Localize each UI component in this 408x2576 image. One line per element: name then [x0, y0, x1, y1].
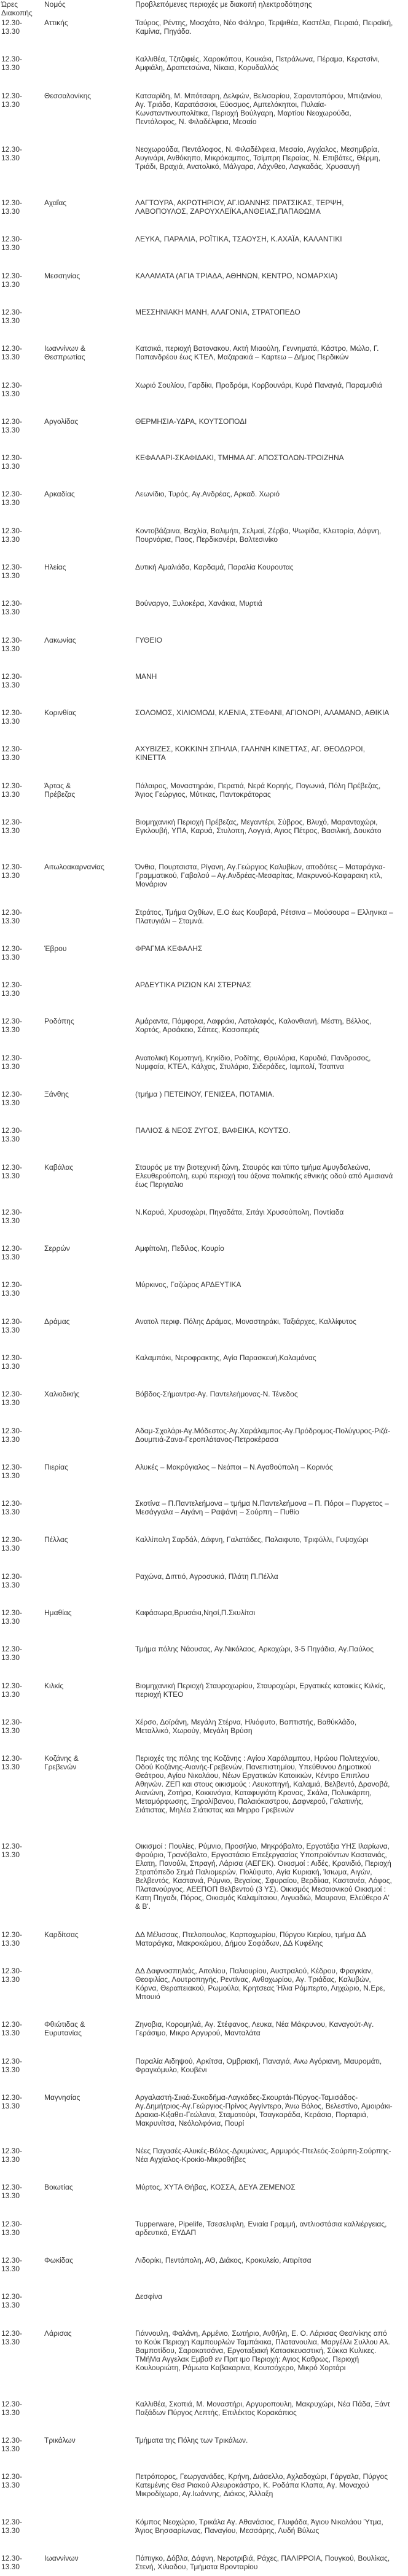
- affected-areas: Τμήμα πόλης Νάουσας, Αγ.Νικόλαος, Αρκοχώρι, 3-5 Πηγάδια, Αγ.Παύλος: [135, 1645, 374, 1653]
- outage-time: 12.30- 13.30: [1, 344, 23, 361]
- region-name: Φθιώτιδας & Ευρυτανίας: [44, 2020, 85, 2037]
- outage-time: 12.30- 13.30: [1, 636, 23, 653]
- affected-areas: Περιοχές της πόλης της Κοζάνης : Αγίου Χαράλαμπου, Ηρώου Πολιτεχνίου, Οδού Κοζάνης-Αιανής-Γρεβενών, Πανεπιστημίου, Υπεύθυνου Δημοτικού Θεάτρου, Αγίου Νικολάου, Νέων Εργατικών Κατοικιών, Κέντρο Επιπλου Αθηνών. ΖΕΠ και στους οικισμούς : Λευκοπηγή, Καλαμιά, Βελβεντό, Δρανοβά, Αιανώνη, Ζοτήρα, Κοκκινόγια, Καταφυγιότη Κρανας, Σκάλα, Πολυκάρπη, Μεταμόρφωσης, Ξηρολίβανου, Παλαιόκαστρου, Δαφνερού, Γαλατινής, Σιάτιστας, Μηλέα Σιάτιστας και Μηρρο Γρεβενών: [135, 1754, 390, 1814]
- region-name: Καρδίτσας: [44, 1930, 79, 1939]
- table-header: [0, 0, 408, 16]
- affected-areas: (τμήμα ) ΠΕΤΕΙΝΟΥ, ΓΕΝΙΣΕΑ, ΠΟΤΑΜΙΑ.: [135, 1090, 275, 1098]
- outage-time: 12.30- 13.30: [1, 2436, 23, 2453]
- outage-time: 12.30- 13.30: [1, 1754, 23, 1771]
- affected-areas: Σταυρός με την βιοτεχνική ζώνη, Σταυρός και τύπο τμήμα Αμυγδαλεώνα, Ελευθερούπολη, ευρύ περιοχή του άξονα πολιτικής εθνικής οδού από Αμισιανά έως Περιγιαλιο: [135, 1163, 393, 1189]
- outage-time: 12.30- 13.30: [1, 1499, 23, 1516]
- affected-areas: Στράτος, Τμήμα Οχθίων, Ε.Ο έως Κουβαρά, Ρέτσινα – Μούσουρα – Ελληνικα – Πλατυγιάλι – Σταμνά.: [135, 908, 393, 925]
- outage-time: 12.30- 13.30: [1, 1054, 23, 1071]
- affected-areas: Πάπιγκο, Δόβλα, Δάφνη, Νεροτριβιά, Ράχες, ΠΑΛΙΡΡΟΙΑ, Πουγκού, Βουλίκας, Στενή, Χιλιαδου, Τμήματα Βρονταρίου: [135, 2554, 390, 2571]
- outage-time: 12.30- 13.30: [1, 863, 23, 880]
- affected-areas: ΣΟΛΟΜΟΣ, ΧΙΛΙΟΜΟΔΙ, ΚΛΕΝΙΑ, ΣΤΕΦΑΝΙ, ΑΓΙΟΝΟΡΙ, ΑΛΑΜΑΝΟ, ΑΘΙΚΙΑ: [135, 708, 390, 717]
- region-name: Κιλκίς: [44, 1681, 64, 1690]
- outage-time: 12.30- 13.30: [1, 2256, 23, 2273]
- affected-areas: Πάλαιρος, Μοναστηράκι, Περατιά, Νερά Κορηής, Πογωνιά, Πόλη Πρέβεζας, Άγιος Γεώργιος, Μύτικας, Παντοκράτορας: [135, 781, 381, 799]
- outage-time: 12.30- 13.30: [1, 145, 23, 162]
- region-name: Βοιωτίας: [44, 2183, 73, 2191]
- affected-areas: Καλαμπάκι, Νεροφρακτης, Αγία Παρασκευή,Καλαμάνας: [135, 1353, 316, 1362]
- affected-areas: Tupperware, Pipelife, Τσεσελιφλη, Ενιαία Γραμμή, αντλιοστάσια καλλιέργειας, αρδευτικά, ΕΥΔΑΠ: [135, 2220, 387, 2237]
- outage-time: 12.30- 13.30: [1, 453, 23, 471]
- outage-time: 12.30- 13.30: [1, 563, 23, 580]
- affected-areas: ΛΕΥΚΑ, ΠΑΡΑΛΙΑ, ΡΟΪΤΙΚΑ, ΤΣΑΟΥΣΗ, Κ.ΑΧΑΪΑ, ΚΑΛΑΝΤΙΚΙ: [135, 235, 342, 243]
- affected-areas: Αλυκές – Μακρύγιαλος – Νεάποι – Ν.Αγαθούπολη – Κορινός: [135, 1463, 333, 1471]
- affected-areas: Καλλιθέα, Σκοπιά, Μ. Μοναστήρι, Αργυροπουλη, Μακρυχώρι, Νέα Πάδα, Ξάντ Παξάδων Πύργος Λεπτής, Επιλέκτος Κορακάπιος: [135, 2400, 390, 2417]
- outage-time: 12.30- 13.30: [1, 2329, 23, 2346]
- affected-areas: Ταύρος, Ρέντης, Μοσχάτο, Νέο Φάληρο, Τερψιθέα, Καστέλα, Πειραιά, Πειραϊκή, Καμίνια, Πηγάδα.: [135, 18, 393, 36]
- affected-areas: ΔΔ Μέλισσας, Πτελοπουλος, Καρποχωρίου, Πύργου Κιερίου, τμήμα ΔΔ Ματαράγκα, Μακροκώμου, Δήμου Σοφάδων, ΔΔ Κυφέλης: [135, 1930, 366, 1948]
- region-name: Τρικάλων: [44, 2436, 76, 2445]
- region-name: Αργολίδας: [44, 417, 79, 426]
- region-name: Καβάλας: [44, 1163, 74, 1172]
- outage-time: 12.30- 13.30: [1, 272, 23, 289]
- outage-time: 12.30- 13.30: [1, 235, 23, 252]
- affected-areas: Κατσαρίδη, Μ. Μπότσαρη, Δελφών, Βελισαρίου, Σαρανταπόρου, Μπιζανίου, Αγ. Τριάδα, Καρατάσσιοι, Εύοσμος, Αμπελόκηποι, Πυλαία-Κωνσταντινουπολίτικα, Περιοχή Βούλγαρη, Μαρτίου Νεοχωρούδα, Πεντάλοφος, Ν. Φιλαδέλφεια, Μεσαίο: [135, 92, 383, 126]
- affected-areas: Μύρκινος, Γαζώρος ΑΡΔΕΥΤΙΚΑ: [135, 1280, 241, 1289]
- affected-areas: Κόμπος Νεοχώριο, Τρικάλα Αγ. Αθανάσιος, Γλυφάδα, Άγιου Νικολάου Ύτμα, Άγιος Βησσαρίωνας, Παναγίου, Μεσσάρης, Λυδή Βύλως: [135, 2518, 383, 2535]
- outage-time: 12.30- 13.30: [1, 92, 23, 109]
- outage-time: 12.30- 13.30: [1, 308, 23, 325]
- outage-time: 12.30- 13.30: [1, 672, 23, 689]
- affected-areas: ΚΑΛΑΜΑΤΑ (ΑΓΙΑ ΤΡΙΑΔΑ, ΑΘΗΝΩΝ, ΚΕΝΤΡΟ, ΝΟΜΑΡΧΙΑ): [135, 272, 338, 280]
- affected-areas: ΑΧΥΒΙΖΕΣ, ΚΟΚΚΙΝΗ ΣΠΗΛΙΑ, ΓΑΛΗΝΗ ΚΙΝΕΤΤΑΣ, ΑΓ. ΘΕΟΔΩΡΟΙ, ΚΙΝΕΤΤΑ: [135, 745, 365, 762]
- affected-areas: ΘΕΡΜΗΣΙΑ-ΥΔΡΑ, ΚΟΥΤΣΟΠΟΔΙ: [135, 417, 247, 426]
- outage-time: 12.30- 13.30: [1, 18, 23, 36]
- affected-areas: Αμφίπολη, Πεδιλος, Κουρίο: [135, 1244, 224, 1253]
- affected-areas: Λεωνίδιο, Τυρός, Αγ.Ανδρέας, Αρκαδ. Χωριό: [135, 490, 280, 498]
- outage-time: 12.30- 13.30: [1, 2020, 23, 2037]
- region-name: Λακωνίας: [44, 636, 76, 644]
- affected-areas: Ανατολική Κομοτηνή, Κηκίδιο, Ροδίτης, Θρυλόρια, Καρυδιά, Πανδροσος, Νυμφαία, ΚΤΕΛ, Κάλχας, Στυλάριο, Σιδεράδες, Ιαμπολί, Τσαπνα: [135, 1054, 371, 1071]
- outage-time: 12.30- 13.30: [1, 1463, 23, 1480]
- outage-time: 12.30- 13.30: [1, 781, 23, 799]
- region-name: Θεσσαλονίκης: [44, 92, 92, 100]
- affected-areas: Χωριό Σουλίου, Γαρδίκι, Προδρόμι, Κορβουνάρι, Κυρά Παναγιά, Παραμυθιά: [135, 381, 382, 390]
- affected-areas: ΔΔ Δαφνοσπηλιάς, Αιτολίου, Παλιουρίου, Αυστραλού, Κέδρου, Φραγκίαν, Θεοφιλίας, Λουτροπηγής, Ρεντίνας, Ανθοχωρίου, Αγ. Τριάδας, Καλυβών, Κόρνα, Θεραπειακού, Ρωμούλα, Κρητσεας Ήλια Ρόμπερτο, Ληχώριο, Ν.Ερε, Μπουιό: [135, 1967, 385, 2001]
- affected-areas: Αργαλαστή-Σικιά-Συκοδήμα-Λαγκάδες-Σκουρτάι-Πύργος-Ταμισάδος-Αγ.Δημήτριος-Αγ.Γεώργιος-Πρίνος Αγγίντερο, Άνω Βόλος, Βελεστίνο, Αμοιράκι-Δρακια-Κιξαθει-Γεώλανα, Σταματούρι, Τσαγκαράδα, Κεράσια, Πορταριά, Μακρυνίτσα, Νεόλολφόνια, Πουρί: [135, 2093, 393, 2128]
- region-name: Κοζάνης & Γρεβενών: [44, 1754, 79, 1771]
- affected-areas: Πετρόπορος, Γεωργανάδες, Κρήνη, Διάσελλο, Αχλαδοχώρι, Γάργαλα, Πύργος Κατεμένης Θεσ Ριακού Αλευροκάστρο, Κ. Ροδάπα Κλαπα, Αγ. Μοναχού Μικροδίχωρο, Αγ.Ιωάννης, Διάκος, Άλλαξη: [135, 2472, 388, 2498]
- outage-time: 12.30- 13.30: [1, 944, 23, 961]
- region-name: Ξάνθης: [44, 1090, 69, 1098]
- outage-time: 12.30- 13.30: [1, 2057, 23, 2074]
- affected-areas: ΛΑΓΤΟΥΡΑ, ΑΚΡΩΤΗΡΙΟΥ, ΑΓ.ΙΩΑΝΝΗΣ ΠΡΑΤΣΙΚΑΣ, ΤΕΡΨΗ, ΛΑΒΟΠΟΥΛΟΣ, ΖΑΡΟΥΧΛΕΪΚΑ,ΑΝΘΕΙΑΣ,ΠΑΠΑΘΩΜΑ: [135, 198, 344, 216]
- outage-time: 12.30- 13.30: [1, 55, 23, 72]
- affected-areas: ΚΕΦΑΛΑΡΙ-ΣΚΑΦΙΔΑΚΙ, ΤΜΗΜΑ ΑΓ. ΑΠΟΣΤΟΛΩΝ-ΤΡΟΙΖΗΝΑ: [135, 453, 344, 462]
- region-name: Πιερίας: [44, 1463, 68, 1471]
- outage-time: 12.30- 13.30: [1, 1244, 23, 1261]
- outage-time: 12.30- 13.30: [1, 2554, 23, 2571]
- region-name: Φωκίδας: [44, 2256, 74, 2265]
- outage-time: 12.30- 13.30: [1, 1353, 23, 1371]
- outage-time: 12.30- 13.30: [1, 417, 23, 434]
- region-name: Ηλείας: [44, 563, 66, 571]
- affected-areas: Ζηνοβια, Κορομηλιά, Αγ. Στέφανος, Λευκα, Νέα Μάκρυνου, Καναγούτ-Αγ. Γεράσιμο, Μικρο Αργυρού, Μανταλάτα: [135, 2020, 374, 2037]
- affected-areas: Σκοτίνα – Π.Παντελεήμονα – τμήμα Ν.Παντελεήμονα – Π. Πόροι – Πυργετος – Μεσάγγαλα – Αιγάνη – Ραψάνη – Σούρπη – Πυθίο: [135, 1499, 389, 1516]
- affected-areas: Βόβδος-Σήμαντρα-Αγ. Παντελεήμονας-Ν. Τένεδος: [135, 1390, 298, 1398]
- affected-areas: ΓΥΘΕΙΟ: [135, 636, 162, 644]
- outage-time: 12.30- 13.30: [1, 1842, 23, 1859]
- affected-areas: Βούναργο, Ξυλοκέρα, Χανάκια, Μυρτιά: [135, 599, 262, 608]
- affected-areas: Μύρτος, ΧΥΤΑ Θήβας, ΚΟΣΣΑ, ΔΕΥΑ ΖΕΜΕΝΟΣ: [135, 2183, 296, 2191]
- region-name: Μεσσηνίας: [44, 272, 80, 280]
- outage-time: 12.30- 13.30: [1, 381, 23, 398]
- affected-areas: ΜΑΝΗ: [135, 672, 157, 681]
- region-name: Αττικής: [44, 18, 68, 27]
- region-name: Χαλκιδικής: [44, 1390, 80, 1398]
- outage-time: 12.30- 13.30: [1, 599, 23, 616]
- region-name: Λάρισας: [44, 2329, 72, 2338]
- outage-time: 12.30- 13.30: [1, 1126, 23, 1143]
- outage-time: 12.30- 13.30: [1, 527, 23, 544]
- affected-areas: Ραχώνα, Διπτιό, Αγροσυκιά, Πλάτη Π.Πέλλα: [135, 1572, 278, 1581]
- affected-areas: Κοντοβάζαινα, Βαχλία, Βαλιμήτι, Σελμαί, Ζέρβα, Ψωφίδα, Κλειτορία, Δάφνη, Πουρνάρια, Παος, Περδικονέρι, Βαλτεσινίκο: [135, 527, 382, 544]
- outage-time: 12.30- 13.30: [1, 198, 23, 216]
- outage-time: 12.30- 13.30: [1, 1535, 23, 1552]
- outage-time: 12.30- 13.30: [1, 981, 23, 998]
- outage-time: 12.30- 13.30: [1, 1572, 23, 1589]
- outage-time: 12.30- 13.30: [1, 708, 23, 726]
- region-name: Ιωαννίνων: [44, 2554, 79, 2562]
- region-name: Αρκαδίας: [44, 490, 75, 498]
- outage-time: 12.30- 13.30: [1, 1967, 23, 1984]
- outage-time: 12.30- 13.30: [1, 490, 23, 507]
- affected-areas: Χέρσο, Δοϊράνη, Μεγάλη Στέρνα, Ηλιόφυτο, Βαπτιστής, Βαθύκλάδο, Μεταλλικό, Χωρούγ, Μεγάλη Βρύση: [135, 1718, 357, 1735]
- outage-time: 12.30- 13.30: [1, 1017, 23, 1034]
- outage-time: 12.30- 13.30: [1, 2472, 23, 2489]
- affected-areas: Βιομηχανική Περιοχή Πρέβεζας, Μεγαντέρι, Σύβρος, Βλυχό, Μαραντοχώρι, Εγκλουβή, ΥΠΑ, Καρυά, Στυλοπη, Λογγιά, Αγιος Πέτρος, Βασιλική, Δουκάτο: [135, 818, 382, 835]
- region-name: Ροδόπης: [44, 1017, 74, 1025]
- outage-time: 12.30- 13.30: [1, 2093, 23, 2110]
- outage-time: 12.30- 13.30: [1, 2147, 23, 2164]
- affected-areas: Κατσικά, περιοχή Βατονακου, Ακτή Μιαούλη, Γεννηματά, Κάστρο, Μώλο, Γ. Παπανδρέου έως ΚΤΕΛ, Μαζαρακιά – Καρτεω – Δήμος Περδικών: [135, 344, 379, 361]
- header-region: Νομός: [44, 0, 66, 9]
- affected-areas: Δυτική Αμαλιάδα, Καρδαμά, Παραλία Κουρουτας: [135, 563, 294, 571]
- outage-time: 12.30- 13.30: [1, 1645, 23, 1662]
- region-name: Έβρου: [44, 944, 67, 953]
- region-name: Αχαΐας: [44, 198, 67, 207]
- region-name: Μαγνησίας: [44, 2093, 80, 2102]
- outage-time: 12.30- 13.30: [1, 1208, 23, 1225]
- affected-areas: Ανατολ περιφ. Πόλης Δράμας, Μοναστηράκι, Ταξιάρχες, Καλλίφυτος: [135, 1317, 356, 1326]
- affected-areas: Λιδορίκι, Πεντάπολη, ΑΘ, Διάκος, Κροκυλείο, Αιτιρίτσα: [135, 2256, 312, 2265]
- outage-time: 12.30- 13.30: [1, 2518, 23, 2535]
- outage-time: 12.30- 13.30: [1, 1427, 23, 1444]
- affected-areas: Νέες Παγασές-Αλυκές-Βόλος-Δρυμώνας, Αρμυρός-Πτελεός-Σούρπη-Σούρπης-Νέα Αγχίαλος-Κροκίο-Μικροθήβες: [135, 2147, 391, 2164]
- affected-areas: Όνθια, Πουρτσιστα, Ρίγανη, Αγ.Γεώργιος Καλυβίων, αποδότες – Ματαράγκα-Γραμματικού, Γαβαλού – Αγ.Ανδρέας-Μεσαρίτας, Μακρυνού-Καφαρακη κτλ, Μονάριον: [135, 863, 385, 888]
- header-hours: Ώρες Διακοπής: [1, 0, 33, 17]
- affected-areas: Καλλιθέα, Τζιτζιφιές, Χαροκόπου, Κουκάκι, Πετράλωνα, Πέραμα, Κερατσίνι, Αμφιάλη, Δραπετσώνα, Νίκαια, Κορυδαλλός: [135, 55, 380, 72]
- affected-areas: Δεσφίνα: [135, 2292, 163, 2301]
- outage-time: 12.30- 13.30: [1, 2220, 23, 2237]
- affected-areas: Γιάννουλη, Φαλάνη, Αρμένιο, Σωτήριο, Ανθήλη, Ε. Ο. Λάρισας Θεσ/νίκης από το Κούκ Περιοχη Καμπουρλών Ταμπάκικα, Πλατανουλια, Μαργέλλι Συλλου Αλ. Βαμποτίδου, Σαρακατσάνα, Εργοταξιακή Κατασκευαστική, Σύκκα Κυλικες. ΤΜήΜα Αγγελακ Εμβαθ εν Πριτ ιμο Περιοχή: Αγιος Καθρως, Περιοχή Κουλουριώτη, Ράμωτα Καβακαρινα, Κουτσόχερο, Μικρό Χορτάρι: [135, 2329, 390, 2372]
- header-areas: Προβλεπόμενες περιοχές με διακοπή ηλεκτροδότησης: [135, 0, 312, 9]
- affected-areas: ΑΡΔΕΥΤΙΚΑ ΡΙΖΙΩΝ ΚΑΙ ΣΤΕΡΝΑΣ: [135, 981, 251, 989]
- outage-time: 12.30- 13.30: [1, 1718, 23, 1735]
- affected-areas: Καλλίπολη Σαρδάλ, Δάφνη, Γαλατάδες, Παλαιφυτο, Τριφύλλι, Γυψοχώρι: [135, 1535, 369, 1544]
- affected-areas: Παραλία Αιδηψού, Αρκίτσα, Ομβριακή, Παναγιά, Ανω Αγόριανη, Μαυρομάτι, Φραγκόμυλο, Κουβένι: [135, 2057, 382, 2074]
- outage-time: 12.30- 13.30: [1, 1681, 23, 1699]
- affected-areas: Οικισμοί : Πουλίες, Ρύμνιο, Προσήλιο, Μηκρόβαλτο, Εργοτάξια ΥΗΣ Ιλαρίωνα, Φρούριο, Τρανόβαλτο, Εργοστάσιο Επεξεργασίας Υποπροϊόντων Καστανιάς, Ελατη, Πανούλι, Σπραγή, Λάρισα (ΑΕΓΕΚ). Οικισμοί : Αιδές, Κρανιδιό, Περιοχή Στρατόπεδο Σημά Παλιομερών, Πολύφυτο, Αγία Κυριακή, Ίσιωμα, Αιγών, Βελβεντός, Καστανιά, Ρύμνιο, Βεγαίοις, Σφυραίου, Βερδίκια, Καστανέα, Λόφος, Πλατανούργος. ΑΕΕΠΟΠ Βελβεντού (3 ΥΣ). Οικισμός Μεσαιονικού Οικισμοί : Κατη Πηγαδι, Πόρος, Οικισμός Καλαμίτσιου, Λιγυαδιώ, Μαυρανα, Ελεύθερο Α' & Β'.: [135, 1842, 392, 1911]
- region-name: Πέλλας: [44, 1535, 68, 1544]
- outage-time: 12.30- 13.30: [1, 2292, 23, 2309]
- affected-areas: Βιομηχανική Περιοχή Σταυροχωρίου, Σταυροχώρι, Εργατικές κατοικίες Κιλκίς, περιοχή ΚΤΕΟ: [135, 1681, 386, 1699]
- outage-time: 12.30- 13.30: [1, 1390, 23, 1407]
- region-name: Άρτας & Πρέβεζας: [44, 781, 76, 799]
- region-name: Ιωαννίνων & Θεσπρωτίας: [44, 344, 86, 361]
- affected-areas: ΦΡΑΓΜΑ ΚΕΦΑΛΗΣ: [135, 944, 203, 953]
- affected-areas: Τμήματα της Πόλης των Τρικάλων.: [135, 2436, 248, 2445]
- outage-time: 12.30- 13.30: [1, 818, 23, 835]
- region-name: Αιτωλοακαρνανίας: [44, 863, 104, 871]
- outage-time: 12.30- 13.30: [1, 1930, 23, 1948]
- region-name: Δράμας: [44, 1317, 70, 1326]
- outage-time: 12.30- 13.30: [1, 2183, 23, 2200]
- affected-areas: ΜΕΣΣΗΝΙΑΚΗ ΜΑΝΗ, ΑΛΑΓΟΝΙΑ, ΣΤΡΑΤΟΠΕΔΟ: [135, 308, 300, 316]
- region-name: Κορινθίας: [44, 708, 77, 717]
- affected-areas: Ν.Καρυά, Χρυσοχώρι, Πηγαδάτα, Σιτάγι Χρυσούπολη, Ποντίαδα: [135, 1208, 344, 1216]
- outage-time: 12.30- 13.30: [1, 908, 23, 925]
- outage-time: 12.30- 13.30: [1, 1280, 23, 1298]
- region-name: Ημαθίας: [44, 1608, 72, 1617]
- outage-time: 12.30- 13.30: [1, 2400, 23, 2417]
- outage-time: 12.30- 13.30: [1, 1608, 23, 1626]
- outage-time: 12.30- 13.30: [1, 1090, 23, 1107]
- outage-time: 12.30- 13.30: [1, 1163, 23, 1180]
- affected-areas: Νεοχωρούδα, Πεντάλοφος, Ν. Φιλαδέλφεια, Μεσαίο, Αγχίαλος, Μεσημβρία, Αυγινάρι, Ανθόκηπο, Μικρόκαμπος, Τσίμπρη Περαίας, Ν. Επιβάτες, Θέρμη, Τριάδι, Βραχιά, Ανατολικό, Μάλγαρα, Λάχνθεο, Λαγκαδάς, Χρυσαυγή: [135, 145, 380, 171]
- outage-time: 12.30- 13.30: [1, 745, 23, 762]
- affected-areas: Καφάσωρα,Βρυσάκι,Νησί,Π.Σκυλίτσι: [135, 1608, 256, 1617]
- affected-areas: Αμάραντα, Πάμφορα, Λαφράκι, Λατολαφός, Καλονθιανή, Μέστη, Βέλλος, Χορτός, Αρσάκειο, Σάπες, Κασσιτερές: [135, 1017, 372, 1034]
- affected-areas: Αδαμ-Σχολάρι-Αγ.Μόδεστος-Αγ.Χαράλαμπος-Αγ.Πρόδρομος-Πολύγυρος-Ριζά-Δουμπιά-Ζανα-Γεροπλάτανος-Πετροκέρασα: [135, 1427, 391, 1444]
- outage-time: 12.30- 13.30: [1, 1317, 23, 1334]
- affected-areas: ΠΑΛΙΟΣ & ΝΕΟΣ ΖΥΓΟΣ, ΒΑΦΕΙΚΑ, ΚΟΥΤΣΟ.: [135, 1126, 291, 1135]
- region-name: Σερρών: [44, 1244, 70, 1253]
